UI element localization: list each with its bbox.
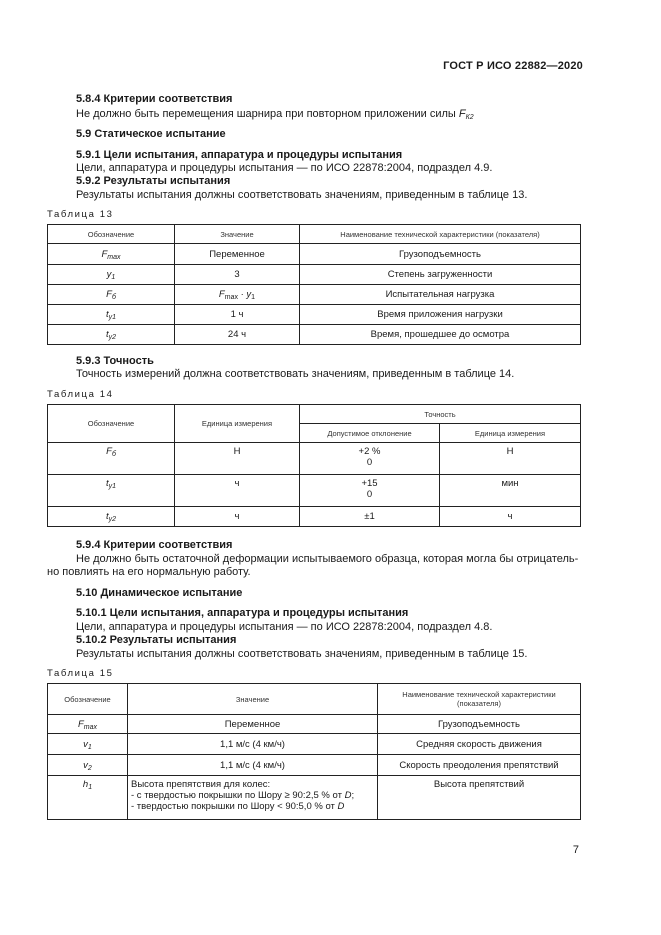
table-14-header-cell: Точность bbox=[300, 405, 581, 424]
caption-table-14: Таблица 14 bbox=[47, 389, 114, 400]
heading-5-9-4: 5.9.4 Критерии соответствия bbox=[76, 539, 233, 551]
symbol-cell: $h_1$ bbox=[48, 776, 128, 820]
symbol-cell: $t_{у2}$ bbox=[48, 507, 175, 527]
heading-5-10: 5.10 Динамическое испытание bbox=[76, 587, 243, 599]
name-cell: Степень загруженности bbox=[300, 265, 581, 285]
name-cell: Грузоподъемность bbox=[378, 715, 581, 734]
symbol-cell: $v_2$ bbox=[48, 755, 128, 776]
value-cell: 24 ч bbox=[175, 325, 300, 345]
unit2-cell: ч bbox=[440, 507, 581, 527]
symbol-cell: $F_б$ bbox=[48, 285, 175, 305]
deviation-cell: +2 % 0 bbox=[300, 443, 440, 475]
table-15 bbox=[47, 683, 581, 820]
table-15-header-cell: Наименование технической характеристики (показателя) bbox=[378, 684, 581, 715]
table-row bbox=[48, 475, 581, 507]
unit2-cell: Н bbox=[440, 443, 581, 475]
deviation-cell: ±1 bbox=[300, 507, 440, 527]
table-14-header-cell: Единица измерения bbox=[175, 405, 300, 443]
name-cell: Высота препятствий bbox=[378, 776, 581, 820]
symbol-cell: $t_{у1}$ bbox=[48, 305, 175, 325]
symbol-cell: $F_{max}$ bbox=[48, 715, 128, 734]
table-row bbox=[48, 507, 581, 527]
value-cell: Переменное bbox=[128, 715, 378, 734]
text-5-8-4 bbox=[76, 108, 474, 120]
heading-5-9-3: 5.9.3 Точность bbox=[76, 355, 154, 367]
caption-table-13: Таблица 13 bbox=[47, 209, 114, 220]
heading-5-9: 5.9 Статическое испытание bbox=[76, 128, 226, 140]
text-5-10-1: Цели, аппаратура и процедуры испытания — по ИСО 22878:2004, подраздел 4.8. bbox=[76, 621, 493, 633]
document-id: ГОСТ Р ИСО 22882—2020 bbox=[443, 60, 583, 72]
table-row bbox=[48, 776, 581, 820]
heading-5-9-2: 5.9.2 Результаты испытания bbox=[76, 175, 231, 187]
table-row bbox=[48, 734, 581, 755]
table-13-header-cell: Наименование технической характеристики (показателя) bbox=[300, 225, 581, 244]
name-cell: Время, прошедшее до осмотра bbox=[300, 325, 581, 345]
name-cell: Грузоподъемность bbox=[300, 244, 581, 265]
name-cell: Средняя скорость движения bbox=[378, 734, 581, 755]
page-number: 7 bbox=[572, 844, 579, 856]
text-5-9-3: Точность измерений должна соответствовать значениям, приведенным в таблице 14. bbox=[76, 368, 515, 380]
heading-5-10-2: 5.10.2 Результаты испытания bbox=[76, 634, 237, 646]
heading-5-8-4: 5.8.4 Критерии соответствия bbox=[76, 93, 233, 105]
symbol-cell: $t_{у1}$ bbox=[48, 475, 175, 507]
table-14-header-cell: Допустимое отклонение bbox=[300, 424, 440, 443]
heading-5-9-1: 5.9.1 Цели испытания, аппаратура и процедуры испытания bbox=[76, 149, 403, 161]
table-row bbox=[48, 285, 581, 305]
table-14-header-cell: Единица измерения bbox=[440, 424, 581, 443]
heading-5-10-1: 5.10.1 Цели испытания, аппаратура и процедуры испытания bbox=[76, 607, 409, 619]
name-cell: Время приложения нагрузки bbox=[300, 305, 581, 325]
table-13-header-cell: Значение bbox=[175, 225, 300, 244]
table-row bbox=[48, 305, 581, 325]
table-14-header bbox=[48, 405, 581, 424]
symbol-cell: $F_б$ bbox=[48, 443, 175, 475]
value-cell: Высота препятствия для колес: - с твердостью покрышки по Шору ≥ 90:2,5 % от D; - твердостью покрышки по Шору < 90:5,0 % от D bbox=[128, 776, 378, 820]
value-cell: 3 bbox=[175, 265, 300, 285]
table-row bbox=[48, 755, 581, 776]
table-14-header-cell: Обозначение bbox=[48, 405, 175, 443]
text-5-8-4-body: Не должно быть перемещения шарнира при повторном приложении силы bbox=[76, 108, 456, 120]
unit-cell: ч bbox=[175, 475, 300, 507]
symbol-cell: $y_1$ bbox=[48, 265, 175, 285]
symbol-cell: $v_1$ bbox=[48, 734, 128, 755]
symbol-cell: $t_{у2}$ bbox=[48, 325, 175, 345]
caption-table-15: Таблица 15 bbox=[47, 668, 114, 679]
symbol-cell: $F_{max}$ bbox=[48, 244, 175, 265]
value-cell: Переменное bbox=[175, 244, 300, 265]
text-5-9-4-line2: но повлиять на его нормальную работу. bbox=[47, 566, 251, 578]
table-13-header bbox=[48, 225, 581, 244]
name-cell: Испытательная нагрузка bbox=[300, 285, 581, 305]
name-cell: Скорость преодоления препятствий bbox=[378, 755, 581, 776]
table-row bbox=[48, 443, 581, 475]
text-5-10-2: Результаты испытания должны соответствовать значениям, приведенным в таблице 15. bbox=[76, 648, 528, 660]
text-5-9-1: Цели, аппаратура и процедуры испытания — по ИСО 22878:2004, подраздел 4.9. bbox=[76, 162, 493, 174]
unit-cell: ч bbox=[175, 507, 300, 527]
value-cell: 1 ч bbox=[175, 305, 300, 325]
table-13-header-cell: Обозначение bbox=[48, 225, 175, 244]
table-15-header bbox=[48, 684, 581, 715]
table-15-header-cell: Значение bbox=[128, 684, 378, 715]
value-cell: $F_{max} \cdot y_1$ bbox=[175, 285, 300, 305]
table-14 bbox=[47, 404, 581, 527]
text-5-9-4-line1: Не должно быть остаточной деформации испытываемого образца, которая могла бы отрицатель- bbox=[76, 553, 579, 565]
table-row bbox=[48, 325, 581, 345]
table-13 bbox=[47, 224, 581, 345]
unit-cell: Н bbox=[175, 443, 300, 475]
deviation-cell: +15 0 bbox=[300, 475, 440, 507]
value-cell: 1,1 м/с (4 км/ч) bbox=[128, 734, 378, 755]
unit2-cell: мин bbox=[440, 475, 581, 507]
table-row bbox=[48, 244, 581, 265]
symbol-f-k2: $F_{К2}$ bbox=[458, 108, 474, 121]
table-15-header-cell: Обозначение bbox=[48, 684, 128, 715]
table-row bbox=[48, 715, 581, 734]
text-5-9-2: Результаты испытания должны соответствовать значениям, приведенным в таблице 13. bbox=[76, 189, 528, 201]
table-row bbox=[48, 265, 581, 285]
value-cell: 1,1 м/с (4 км/ч) bbox=[128, 755, 378, 776]
